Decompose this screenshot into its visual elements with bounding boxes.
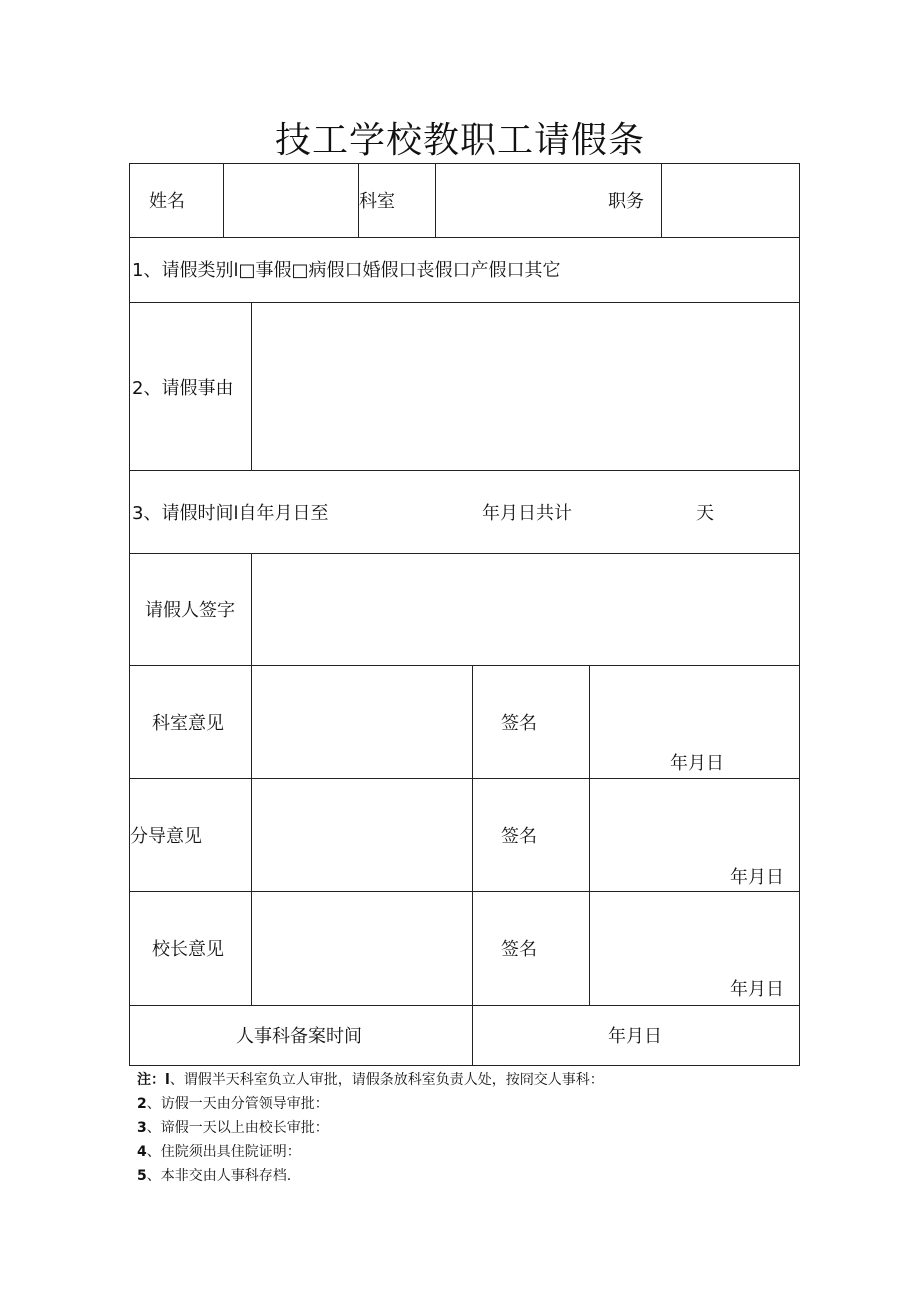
- note-text: 、住院须出具住院证明：: [146, 1144, 301, 1160]
- leader-opinion-input[interactable]: [254, 781, 470, 888]
- row-divider: [130, 891, 799, 892]
- col-divider: [251, 553, 252, 665]
- principal-opinion-input[interactable]: [254, 894, 470, 1002]
- leave-form-table: [129, 163, 800, 1066]
- page-title: 技工学校教职工请假条: [274, 120, 645, 161]
- col-divider: [589, 665, 590, 1005]
- position-label: 职务: [608, 191, 644, 212]
- principal-opinion-label: 校长意见: [152, 939, 224, 960]
- note-text: 、谓假半天科室负立人审批，请假条放科室负责人处，按冏交人事科：: [169, 1072, 604, 1088]
- note-item: [137, 1140, 604, 1164]
- note-number: 3: [137, 1120, 147, 1136]
- note-item: [137, 1116, 604, 1140]
- leader-date-label: 年月日: [730, 867, 784, 888]
- record-time-label: 人事科备案时间: [236, 1026, 362, 1047]
- row-divider: [130, 665, 799, 666]
- dept-opinion-input[interactable]: [254, 668, 470, 775]
- row-divider: [130, 237, 799, 238]
- note-text: 、谛假一天以上由校长审批：: [146, 1120, 329, 1136]
- dept-opinion-label: 科室意见: [152, 713, 224, 734]
- leave-type-options[interactable]: 1、请假类别l□事假□病假口婚假口丧假口产假口其它: [132, 260, 561, 281]
- note-item: [137, 1068, 604, 1092]
- col-divider: [435, 164, 436, 237]
- row-divider: [130, 1005, 799, 1006]
- reason-input[interactable]: [254, 305, 796, 467]
- col-divider: [223, 164, 224, 237]
- record-date-label: 年月日: [608, 1026, 662, 1047]
- col-divider: [251, 665, 252, 1005]
- signature-input[interactable]: [254, 556, 796, 662]
- row-divider: [130, 553, 799, 554]
- time-label: 3、请假时间l自年月日至: [132, 503, 329, 524]
- leader-opinion-label: 分导意见: [130, 826, 202, 847]
- note-number: 注：l: [137, 1072, 170, 1088]
- note-text: 、本非交由人事科存档.: [146, 1168, 292, 1184]
- row-divider: [130, 302, 799, 303]
- note-number: 4: [137, 1144, 147, 1160]
- name-label: 姓名: [149, 191, 185, 212]
- notes-list: [137, 1068, 604, 1188]
- days-label: 天: [696, 503, 714, 524]
- position-input[interactable]: [663, 186, 797, 220]
- col-divider: [472, 665, 473, 1065]
- dept-sign-label: 签名: [501, 713, 537, 734]
- dept-date-label: 年月日: [670, 753, 724, 774]
- reason-label: 2、请假事由: [132, 378, 234, 399]
- note-item: [137, 1092, 604, 1116]
- note-text: 、访假一天由分管领导审批：: [146, 1096, 329, 1112]
- note-item: [137, 1164, 604, 1188]
- dept-label: 科室: [359, 191, 395, 212]
- principal-sign-label: 签名: [501, 939, 537, 960]
- leader-sign-label: 签名: [501, 826, 537, 847]
- time-mid-label: 年月日共计: [482, 503, 572, 524]
- signature-label: 请假人签字: [145, 600, 235, 621]
- principal-date-label: 年月日: [730, 979, 784, 1000]
- row-divider: [130, 470, 799, 471]
- name-input[interactable]: [225, 186, 356, 220]
- col-divider: [251, 302, 252, 470]
- col-divider: [661, 164, 662, 237]
- note-number: 2: [137, 1096, 147, 1112]
- row-divider: [130, 778, 799, 779]
- note-number: 5: [137, 1168, 147, 1184]
